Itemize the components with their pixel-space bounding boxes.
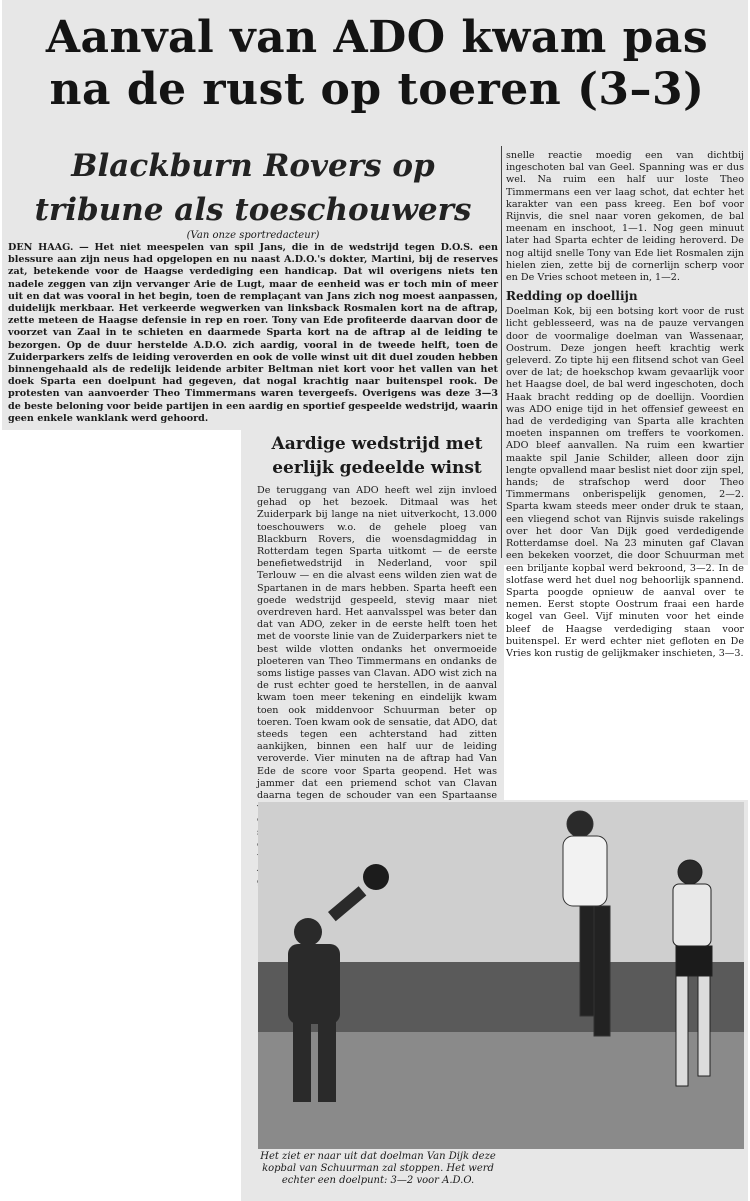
right-column [506,150,744,660]
right-paragraph-2: Doelman Kok, bij een botsing kort voor de rust licht geblesseerd, was na de pauze vervangen door de voormalige doelman van Wassenaar, Oostrum. Deze jongen heeft krachtig werk geleverd. Zo tipte hij een flitsend schot van Geel over de lat; de hoekschop kwam gevaarlijk voor het Haagse doel, de bal werd ingeschoten, doch Haak bracht redding op de doellijn. Voordien was ADO enige tijd in het offensief geweest en had de verdediging van Sparta alle krachten moeten inspannen om treffers te voorkomen. ADO bleef aanvallen. Na ruim een kwartier maakte spil Janie Schilder, alleen door zijn lengte opvallend maar beslist niet door zijn spel, hands; de strafschop werd door Theo Timmermans onberispelijk genomen, 2—2. Sparta kwam steeds meer onder druk te staan, een vliegend schot van Rijnvis suisde rakelings over het door Van Dijk goed verdedigende Rotterdamse doel. Na 23 minuten gaf Clavan een bekeken voorzet, die door Schuurman met een briljante kopbal werd bekroond, 3—2. In de slotfase werd het duel nog behoorlijk spannend. Sparta poogde opnieuw de aanval over te nemen. Eerst stopte Oostrum fraai een harde kogel van Geel. Vijf minuten voor het einde bleef de Haagse verdediging staan voor buitenspel. Er werd echter niet gefloten en De Vries kon rustig de gelijkmaker inschieten, 3—3. [506,306,744,659]
match-photo-illustration [258,802,744,1149]
middle-paragraph: De teruggang van ADO heeft wel zijn invloed gehad op het bezoek. Ditmaal was het Zuiderpark bij lange na niet uitverkocht, 13.000 toeschouwers w.o. de gehele ploeg van Blackburn Rovers, die woensdagmiddag in Rotterdam tegen Sparta uitkomt — de eerste benefietwedstrijd in Nederland, voor spil Terlouw — en die alvast eens wilden zien wat de Spartanen in de mars hebben. Sparta heeft een goede wedstrijd gespeeld, stevig maar niet overdreven hard. Het aanvalsspel was beter dan dat van ADO, zeker in de eerste helft toen het met de voorste linie van de Zuiderparkers niet te best wilde vlotten ondanks het onvermoeide ploeteren van Theo Timmermans en ondanks de soms listige passes van Clavan. ADO wist zich na de rust echter goed te herstellen, in de aanval kwam toen meer tekening en eindelijk kwam toen ook middenvoor Schuurman beter op toeren. Toen kwam ook de sensatie, dat ADO, dat steeds tegen een achterstand had zitten aankijken, binnen een half uur de leiding veroverde. Vier minuten na de aftrap had Van Ede de score voor Sparta geopend. Het was jammer dat een priemend schot van Clavan daarna tegen de schouder van een Spartaanse [257,485,497,802]
byline: (Van onze sportredacteur) [186,230,320,241]
right-subheading: Redding op doellijn [506,289,638,304]
headline: Aanval van ADO kwam pas na de rust op toeren (3–3) [45,12,709,115]
ball-icon [363,864,389,890]
photo-caption: Het ziet er naar uit dat doelman Van Dijk deze kopbal van Schuurman zal stoppen. Het werd echter een doelpunt: 3—2 voor A.D.O. [260,1151,496,1186]
middle-title: Aardige wedstrijd met eerlijk gedeelde winst [271,434,483,478]
right-paragraph-1: snelle reactie moedig een van dichtbij ingeschoten bal van Geel. Spanning was er dus wel. Na ruim een half uur loste Theo Timmermans een ver laag schot, dat echter het karakter van een pass kreeg. Een bof voor Rijnvis, die snel naar voren gekomen, de bal meenam en inschoot, 1—1. Nog geen minuut later had Sparta echter de leiding heroverd. De nog altijd snelle Tony van Ede liet Rosmalen zijn hielen zien, zette bij de cornerlijn scherp voor en De Vries schoot meteen in, 1—2. [506,150,744,284]
lead-paragraph: DEN HAAG. — Het niet meespelen van spil Jans, die in de wedstrijd tegen D.O.S. een blessure aan zijn neus had opgelopen en nu naast A.D.O.'s dokter, Martini, bij de reserves zat, betekende voor de Haagse verdediging een handicap. Dat wil overigens niets ten nadele zeggen van zijn vervanger Arie de Lugt, maar de eenheid was er toch min of meer uit en dat was vooral in het begin, toen de remplaçant van Jans zich nog moest aanpassen, duidelijk merkbaar. Het verkeerde wegwerken van linksback Rosmalen kort na de aftrap, zette meteen de Haagse defensie in rep en roer. Tony van Ede profiteerde daarvan door de voorzet van Zaal in te schieten en daarmede Sparta kort na de aftrap al de leiding te bezorgen. Op de duur herstelde A.D.O. zich aardig, vooral in de tweede helft, toen de Zuiderparkers zelfs de leiding veroverden en ook de volle winst uit dit duel zouden hebben binnengehaald als de redelijk leidende arbiter Beltman niet kort voor het vallen van het doek Sparta een doelpunt had gegeven, dat nogal krachtig naar buitenspel rook. De protesten van aanvoerder Theo Timmermans waren tevergeefs. Overigens was deze 3—3 de beste beloning voor beide partijen in een aardig en sportief gespeelde wedstrijd, waarin geen enkele wanklank werd gehoord. [8,242,498,424]
column-rule [501,146,502,558]
subheadline: Blackburn Rovers op tribune als toeschouwers [34,148,472,228]
match-photo [258,802,744,1149]
